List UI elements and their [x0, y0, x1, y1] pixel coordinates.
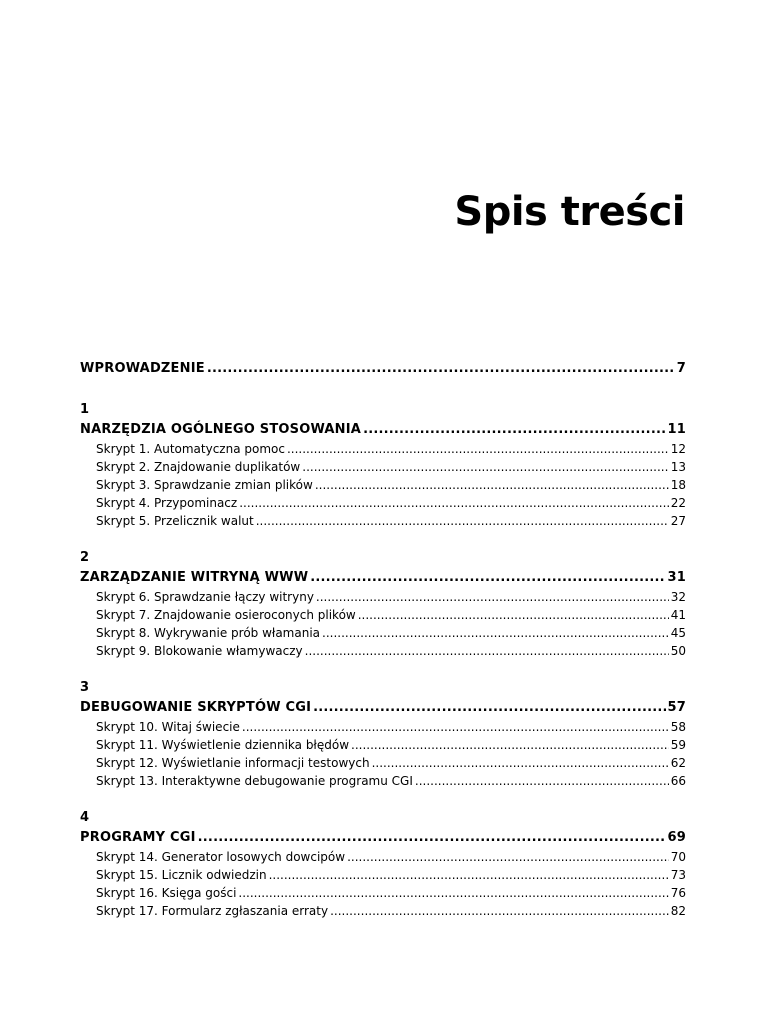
dot-leader: [302, 458, 668, 476]
script-entry[interactable]: [80, 458, 686, 476]
script-page: 27: [670, 514, 686, 528]
chapter-page: 31: [667, 570, 686, 585]
chapter-title-entry[interactable]: [80, 419, 686, 440]
chapter-title: NARZĘDZIA OGÓLNEGO STOSOWANIA: [80, 422, 362, 437]
dot-leader: [198, 827, 666, 848]
script-label: Skrypt 14. Generator losowych dowcipów: [96, 850, 346, 864]
script-entry[interactable]: [80, 884, 686, 902]
chapter-number: 4: [80, 810, 90, 825]
dot-leader: [316, 588, 669, 606]
script-page: 73: [670, 868, 686, 882]
chapter-title-entry[interactable]: [80, 567, 686, 588]
script-entry[interactable]: [80, 642, 686, 660]
script-page: 22: [670, 496, 686, 510]
dot-leader: [242, 718, 669, 736]
chapter-title: PROGRAMY CGI: [80, 830, 196, 845]
dot-leader: [239, 494, 669, 512]
table-of-contents: [80, 358, 686, 920]
script-label: Skrypt 17. Formularz zgłaszania erraty: [96, 904, 329, 918]
dot-leader: [269, 866, 669, 884]
dot-leader: [315, 476, 669, 494]
page-title: Spis treści: [454, 189, 685, 235]
chapter-page: 69: [667, 830, 686, 845]
script-label: Skrypt 10. Witaj świecie: [96, 720, 240, 734]
script-page: 50: [670, 644, 686, 658]
dot-leader: [207, 358, 675, 379]
dot-leader: [363, 419, 665, 440]
chapter-number: 3: [80, 680, 90, 695]
script-label: Skrypt 16. Księga gości: [96, 886, 237, 900]
chapter-title: DEBUGOWANIE SKRYPTÓW CGI: [80, 700, 312, 715]
script-entry[interactable]: [80, 624, 686, 642]
dot-leader: [310, 567, 665, 588]
script-label: Skrypt 1. Automatyczna pomoc: [96, 442, 285, 456]
script-page: 12: [670, 442, 686, 456]
dot-leader: [287, 440, 669, 458]
script-label: Skrypt 9. Blokowanie włamywaczy: [96, 644, 303, 658]
chapter-section-1: [80, 400, 686, 530]
script-page: 70: [670, 850, 686, 864]
dot-leader: [256, 512, 669, 530]
script-page: 32: [670, 590, 686, 604]
dot-leader: [358, 606, 669, 624]
script-entry[interactable]: [80, 848, 686, 866]
script-label: Skrypt 11. Wyświetlenie dziennika błędów: [96, 738, 350, 752]
dot-leader: [238, 884, 668, 902]
dot-leader: [415, 772, 669, 790]
dot-leader: [330, 902, 669, 920]
script-entry[interactable]: [80, 718, 686, 736]
chapter-section-4: [80, 808, 686, 920]
script-entry[interactable]: [80, 866, 686, 884]
script-page: 58: [670, 720, 686, 734]
dot-leader: [372, 754, 669, 772]
script-entry[interactable]: [80, 772, 686, 790]
script-page: 82: [670, 904, 686, 918]
script-page: 76: [670, 886, 686, 900]
script-entry[interactable]: [80, 606, 686, 624]
script-label: Skrypt 7. Znajdowanie osieroconych plików: [96, 608, 356, 622]
script-page: 59: [670, 738, 686, 752]
script-page: 18: [670, 478, 686, 492]
chapter-section-3: [80, 678, 686, 790]
script-page: 66: [670, 774, 686, 788]
dot-leader: [305, 642, 669, 660]
script-label: Skrypt 6. Sprawdzanie łączy witryny: [96, 590, 314, 604]
chapter-page: 57: [667, 700, 686, 715]
script-label: Skrypt 2. Znajdowanie duplikatów: [96, 460, 301, 474]
toc-entry-label: WPROWADZENIE: [80, 361, 205, 376]
script-page: 62: [670, 756, 686, 770]
script-page: 13: [670, 460, 686, 474]
script-entry[interactable]: [80, 588, 686, 606]
dot-leader: [322, 624, 669, 642]
dot-leader: [347, 848, 669, 866]
toc-intro-entry[interactable]: [80, 358, 686, 379]
script-label: Skrypt 15. Licznik odwiedzin: [96, 868, 267, 882]
script-page: 41: [670, 608, 686, 622]
script-label: Skrypt 5. Przelicznik walut: [96, 514, 254, 528]
chapter-page: 11: [667, 422, 686, 437]
script-page: 45: [670, 626, 686, 640]
script-entry[interactable]: [80, 754, 686, 772]
dot-leader: [313, 697, 665, 718]
script-entry[interactable]: [80, 494, 686, 512]
script-entry[interactable]: [80, 512, 686, 530]
chapter-number: 2: [80, 550, 90, 565]
script-label: Skrypt 13. Interaktywne debugowanie programu CGI: [96, 774, 413, 788]
chapter-section-2: [80, 548, 686, 660]
chapter-title-entry[interactable]: [80, 827, 686, 848]
script-entry[interactable]: [80, 902, 686, 920]
script-label: Skrypt 3. Sprawdzanie zmian plików: [96, 478, 313, 492]
dot-leader: [351, 736, 669, 754]
script-label: Skrypt 4. Przypominacz: [96, 496, 238, 510]
chapter-title-entry[interactable]: [80, 697, 686, 718]
toc-entry-page: 7: [676, 361, 686, 376]
script-label: Skrypt 8. Wykrywanie prób włamania: [96, 626, 321, 640]
script-entry[interactable]: [80, 736, 686, 754]
chapter-title: ZARZĄDZANIE WITRYNĄ WWW: [80, 570, 309, 585]
script-entry[interactable]: [80, 476, 686, 494]
script-entry[interactable]: [80, 440, 686, 458]
script-label: Skrypt 12. Wyświetlanie informacji testowych: [96, 756, 370, 770]
chapter-number: 1: [80, 402, 90, 417]
